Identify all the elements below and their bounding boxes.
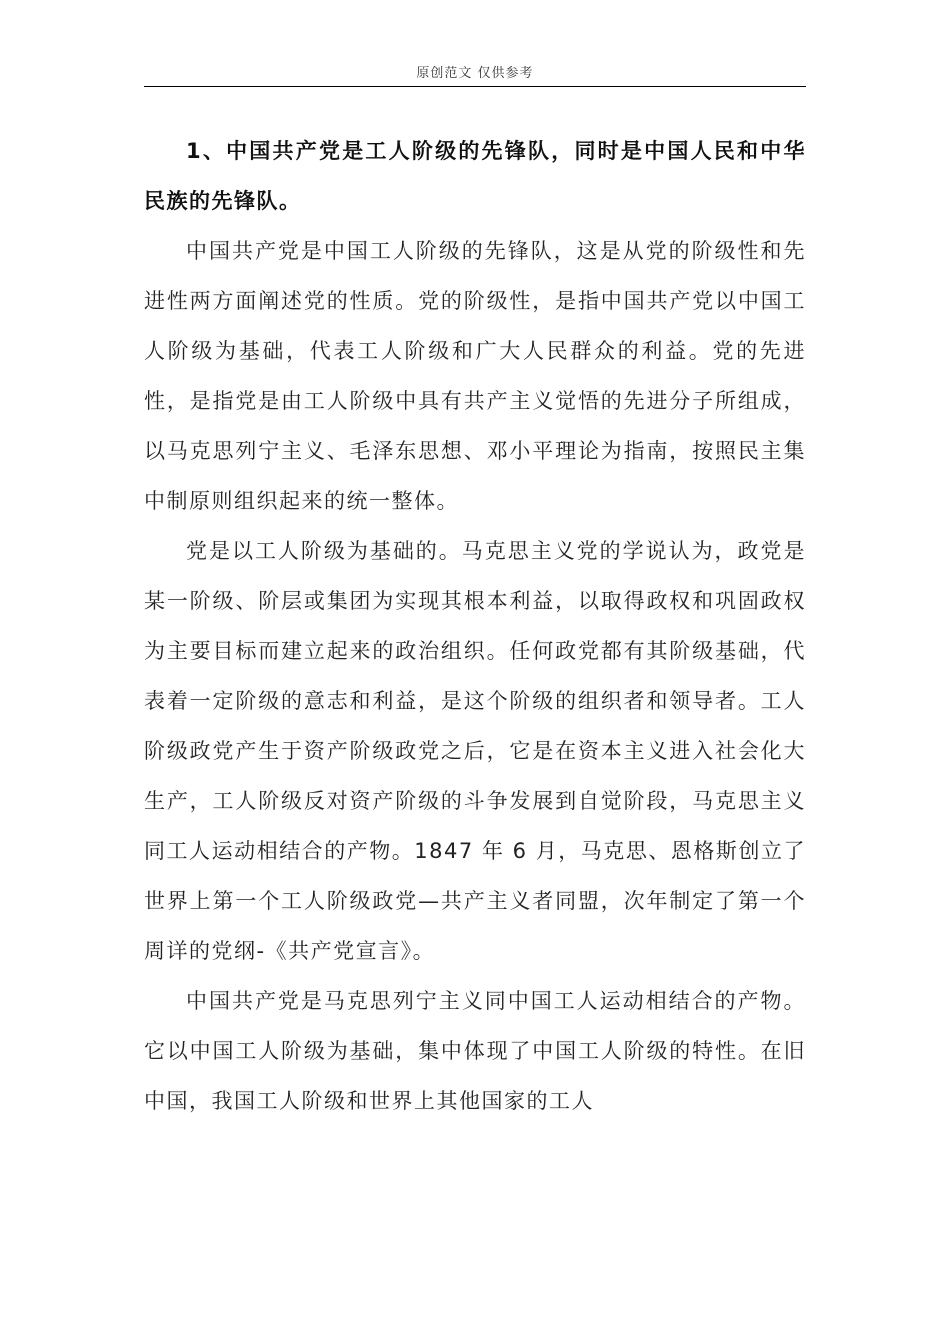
document-body [144, 126, 806, 1126]
section-heading: 1、中国共产党是工人阶级的先锋队，同时是中国人民和中华民族的先锋队。 [144, 139, 806, 213]
header-divider [144, 86, 806, 87]
paragraph: 党是以工人阶级为基础的。马克思主义党的学说认为，政党是某一阶级、阶层或集团为实现其根本利益，以取得政权和巩固政权为主要目标而建立起来的政治组织。任何政党都有其阶级基础，代表着一定阶级的意志和利益，是这个阶级的组织者和领导者。工人阶级政党产生于资产阶级政党之后，它是在资本主义进入社会化大生产，工人阶级反对资产阶级的斗争发展到自觉阶段，马克思主义同工人运动相结合的产物。1847 年 6 月，马克思、恩格斯创立了世界上第一个工人阶级政党—共产主义者同盟，次年制定了第一个周详的党纲-《共产党宣言》。 [144, 539, 806, 963]
page-header: 原创范文 仅供参考 [416, 66, 534, 81]
paragraph: 中国共产党是中国工人阶级的先锋队，这是从党的阶级性和先进性两方面阐述党的性质。党的阶级性，是指中国共产党以中国工人阶级为基础，代表工人阶级和广大人民群众的利益。党的先进性，是指党是由工人阶级中具有共产主义觉悟的先进分子所组成，以马克思列宁主义、毛泽东思想、邓小平理论为指南，按照民主集中制原则组织起来的统一整体。 [144, 239, 806, 513]
paragraph: 中国共产党是马克思列宁主义同中国工人运动相结合的产物。它以中国工人阶级为基础，集中体现了中国工人阶级的特性。在旧中国，我国工人阶级和世界上其他国家的工人 [144, 989, 806, 1113]
